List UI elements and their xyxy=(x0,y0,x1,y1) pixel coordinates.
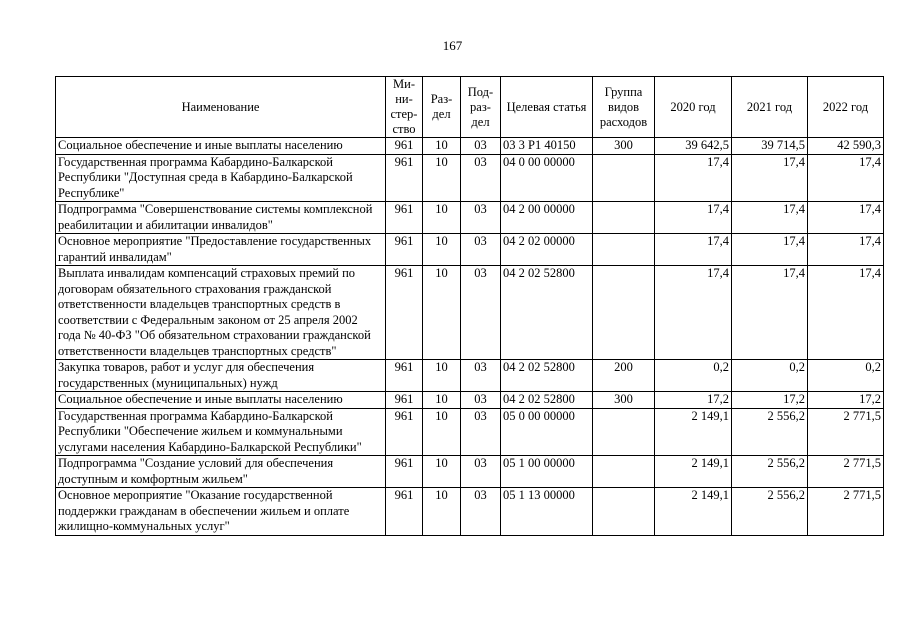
row-group xyxy=(593,488,655,536)
budget-table xyxy=(55,76,884,536)
header-target: Целевая статья xyxy=(501,77,593,138)
row-2022: 17,2 xyxy=(808,392,884,409)
row-section: 10 xyxy=(423,266,461,360)
row-ministry: 961 xyxy=(386,138,423,155)
header-subsection: Под- раз- дел xyxy=(461,77,501,138)
page-number: 167 xyxy=(442,38,463,53)
row-subsection: 03 xyxy=(461,360,501,392)
row-group: 200 xyxy=(593,360,655,392)
row-ministry: 961 xyxy=(386,456,423,488)
row-ministry: 961 xyxy=(386,202,423,234)
row-2022: 17,4 xyxy=(808,202,884,234)
row-group xyxy=(593,154,655,202)
row-2022: 0,2 xyxy=(808,360,884,392)
row-2020: 2 149,1 xyxy=(655,408,732,456)
row-group xyxy=(593,456,655,488)
header-name: Наименование xyxy=(56,77,386,138)
row-name: Государственная программа Кабардино-Балкарской Республики "Доступная среда в Кабардино-Балкарской Республике" xyxy=(56,154,386,202)
table-row xyxy=(56,154,884,202)
row-name: Основное мероприятие "Оказание государственной поддержки гражданам в обеспечении жильем и оплате жилищно-коммунальных услуг" xyxy=(56,488,386,536)
row-2022: 17,4 xyxy=(808,266,884,360)
header-ministry: Ми- ни- стер- ство xyxy=(386,77,423,138)
row-section: 10 xyxy=(423,488,461,536)
table-row xyxy=(56,408,884,456)
table-row xyxy=(56,392,884,409)
row-section: 10 xyxy=(423,234,461,266)
row-2022: 17,4 xyxy=(808,234,884,266)
row-target: 05 0 00 00000 xyxy=(501,408,593,456)
row-subsection: 03 xyxy=(461,408,501,456)
row-subsection: 03 xyxy=(461,234,501,266)
row-ministry: 961 xyxy=(386,234,423,266)
header-section: Раз- дел xyxy=(423,77,461,138)
row-subsection: 03 xyxy=(461,488,501,536)
row-name: Выплата инвалидам компенсаций страховых премий по договорам обязательного страхования гражданской ответственности владельцев транспортных средств в соответствии с Федеральным законом от 25 апреля 2002 года № 40-ФЗ "Об обязательном страховании гражданской ответственности владельцев транспортных средств" xyxy=(56,266,386,360)
row-group xyxy=(593,234,655,266)
row-group xyxy=(593,202,655,234)
row-target: 04 2 02 52800 xyxy=(501,360,593,392)
row-name: Закупка товаров, работ и услуг для обеспечения государственных (муниципальных) нужд xyxy=(56,360,386,392)
row-group xyxy=(593,266,655,360)
row-ministry: 961 xyxy=(386,392,423,409)
header-2020: 2020 год xyxy=(655,77,732,138)
row-group: 300 xyxy=(593,392,655,409)
table-row xyxy=(56,266,884,360)
row-target: 05 1 13 00000 xyxy=(501,488,593,536)
header-2021: 2021 год xyxy=(732,77,808,138)
row-2020: 17,4 xyxy=(655,154,732,202)
row-section: 10 xyxy=(423,456,461,488)
row-name: Основное мероприятие "Предоставление государственных гарантий инвалидам" xyxy=(56,234,386,266)
row-target: 04 2 02 52800 xyxy=(501,392,593,409)
row-2022: 2 771,5 xyxy=(808,488,884,536)
row-2020: 17,4 xyxy=(655,266,732,360)
row-ministry: 961 xyxy=(386,408,423,456)
header-2022: 2022 год xyxy=(808,77,884,138)
row-name: Социальное обеспечение и иные выплаты населению xyxy=(56,392,386,409)
row-2021: 17,2 xyxy=(732,392,808,409)
row-target: 04 0 00 00000 xyxy=(501,154,593,202)
row-2020: 17,4 xyxy=(655,202,732,234)
row-2020: 2 149,1 xyxy=(655,488,732,536)
row-subsection: 03 xyxy=(461,456,501,488)
row-2021: 17,4 xyxy=(732,234,808,266)
table-row xyxy=(56,234,884,266)
row-2020: 0,2 xyxy=(655,360,732,392)
row-subsection: 03 xyxy=(461,154,501,202)
row-section: 10 xyxy=(423,408,461,456)
row-group: 300 xyxy=(593,138,655,155)
row-section: 10 xyxy=(423,138,461,155)
row-section: 10 xyxy=(423,202,461,234)
table-header-row xyxy=(56,77,884,138)
table-row xyxy=(56,138,884,155)
row-2021: 39 714,5 xyxy=(732,138,808,155)
table-row xyxy=(56,456,884,488)
row-2021: 2 556,2 xyxy=(732,408,808,456)
row-subsection: 03 xyxy=(461,392,501,409)
row-2022: 17,4 xyxy=(808,154,884,202)
row-2022: 2 771,5 xyxy=(808,456,884,488)
row-target: 04 2 00 00000 xyxy=(501,202,593,234)
table-row xyxy=(56,488,884,536)
row-2020: 2 149,1 xyxy=(655,456,732,488)
table-row xyxy=(56,360,884,392)
row-ministry: 961 xyxy=(386,360,423,392)
row-2021: 17,4 xyxy=(732,202,808,234)
row-group xyxy=(593,408,655,456)
row-target: 05 1 00 00000 xyxy=(501,456,593,488)
row-ministry: 961 xyxy=(386,266,423,360)
row-2021: 2 556,2 xyxy=(732,488,808,536)
row-subsection: 03 xyxy=(461,266,501,360)
row-2021: 2 556,2 xyxy=(732,456,808,488)
row-2021: 0,2 xyxy=(732,360,808,392)
row-2022: 2 771,5 xyxy=(808,408,884,456)
header-group: Группа видов расходов xyxy=(593,77,655,138)
row-section: 10 xyxy=(423,360,461,392)
row-2020: 17,2 xyxy=(655,392,732,409)
row-name: Подпрограмма "Совершенствование системы комплексной реабилитации и абилитации инвалидов" xyxy=(56,202,386,234)
row-2022: 42 590,3 xyxy=(808,138,884,155)
row-subsection: 03 xyxy=(461,138,501,155)
row-target: 04 2 02 00000 xyxy=(501,234,593,266)
row-ministry: 961 xyxy=(386,488,423,536)
row-name: Государственная программа Кабардино-Балкарской Республики "Обеспечение жильем и коммунальными услугами населения Кабардино-Балкарской Республики" xyxy=(56,408,386,456)
row-2020: 17,4 xyxy=(655,234,732,266)
bottom-edge-mark xyxy=(330,634,530,640)
row-2020: 39 642,5 xyxy=(655,138,732,155)
row-name: Социальное обеспечение и иные выплаты населению xyxy=(56,138,386,155)
row-2021: 17,4 xyxy=(732,266,808,360)
row-section: 10 xyxy=(423,392,461,409)
row-2021: 17,4 xyxy=(732,154,808,202)
table-row xyxy=(56,202,884,234)
row-target: 03 3 P1 40150 xyxy=(501,138,593,155)
row-ministry: 961 xyxy=(386,154,423,202)
row-target: 04 2 02 52800 xyxy=(501,266,593,360)
row-section: 10 xyxy=(423,154,461,202)
row-name: Подпрограмма "Создание условий для обеспечения доступным и комфортным жильем" xyxy=(56,456,386,488)
row-subsection: 03 xyxy=(461,202,501,234)
